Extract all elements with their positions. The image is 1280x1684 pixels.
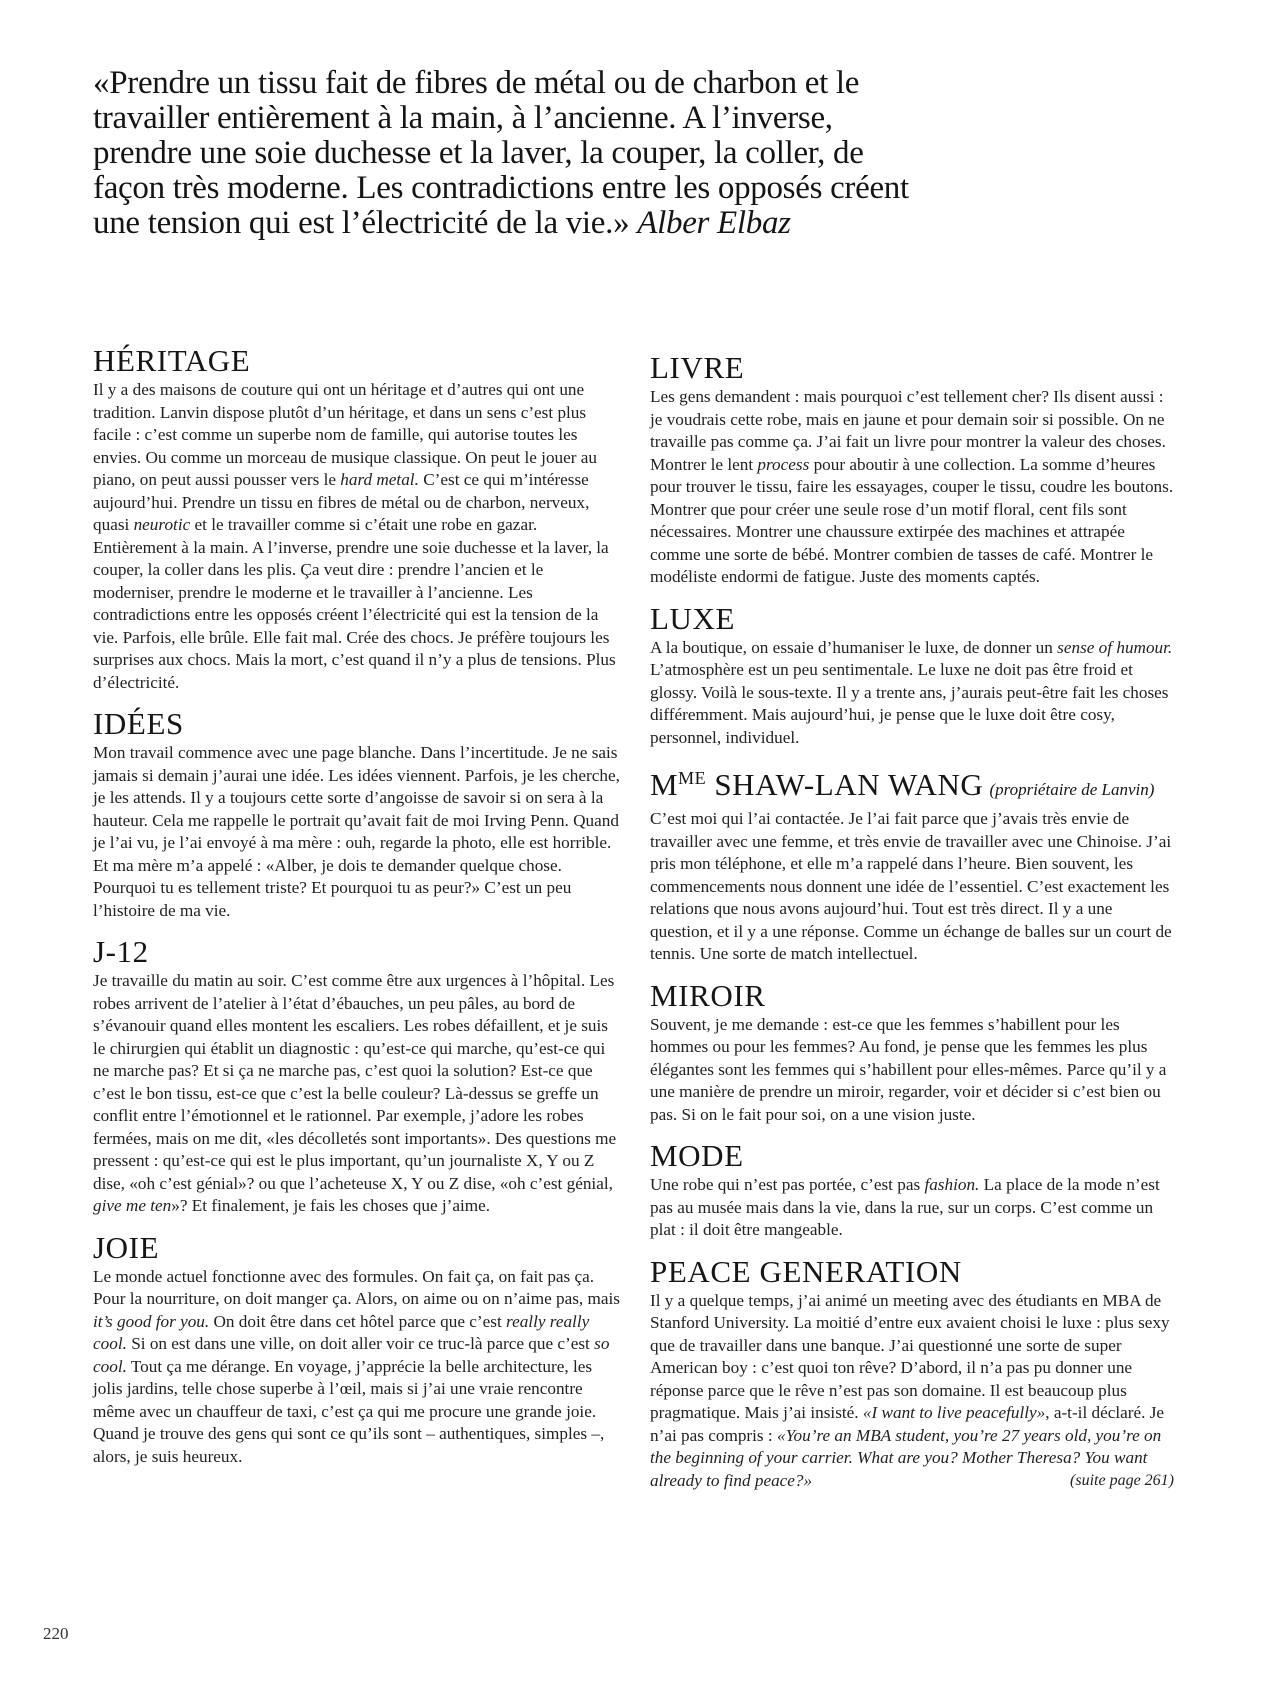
section-heading: PEACE GENERATION [650, 1253, 962, 1289]
body-text: Je travaille du matin au soir. C’est comme être aux urgences à l’hôpital. Les robes arrivent de l’atelier à l’état d’ébauches, un peu pâles, au bord de s’évanouir quand elles montent les escaliers. Les robes défaillent, et je suis le chirurgien qui établit un diagnostic : qu’est-ce qui marche, qu’est-ce qui ne marche pas? Et si ça ne marche pas, c’est quoi la solution? Est-ce que c’est le bon tissu, est-ce que c’est la belle couleur? Là-dessus se greffe un conflit entre l’émotionnel et le rationnel. Par exemple, j’adore les robes fermées, mais on me dit, «les décolletés sont importants». Des questions me pressent : qu’est-ce qui est le plus important, qu’un journaliste X, Y ou Z dise, «oh c’est génial»? ou que l’acheteuse X, Y ou Z dise, «oh c’est génial, [93, 971, 617, 1193]
section-mode [650, 1140, 1178, 1242]
body-text-italic: neurotic [133, 515, 191, 534]
section-luxe [650, 600, 1178, 750]
body-text-italic: sense of humour. [1057, 637, 1173, 657]
body-text: Le monde actuel fonctionne avec des formules. On fait ça, on fait pas ça. Pour la nourriture, on doit manger ça. Alors, on aime ou on n’aime pas, mais [93, 1266, 620, 1308]
left-column [93, 345, 623, 1468]
body-text-italic: «I want to live peacefully» [862, 1403, 1046, 1422]
section-heading: MIROIR [650, 977, 766, 1013]
body-text-italic: fashion. [924, 1175, 980, 1194]
body-text: L’atmosphère est un peu sentimentale. Le luxe ne doit pas être froid et glossy. Voilà le sous-texte. Il y a trente ans, j’aurais peut-être fait les choses différemment. Mais aujourd’hui, je pense que le luxe doit être cosy, personnel, individuel. [650, 660, 1169, 747]
pull-quote [93, 66, 923, 241]
body-text-italic: «You’re an MBA student, you’re 27 years old, you’re on the beginning of your carrier. What are you? Mother Theresa? You want already to find peace?» [650, 1425, 1162, 1490]
section-heading: JOIE [93, 1229, 160, 1265]
body-text-italic: really really cool. [93, 1311, 590, 1353]
section-heading: IDÉES [93, 706, 184, 741]
body-text-italic: so cool. [93, 1334, 610, 1376]
section-j12 [93, 936, 623, 1218]
page-number: 220 [43, 1624, 69, 1643]
section-body: Mon travail commence avec une page blanche. Dans l’incertitude. Je ne sais jamais si demain j’aurai une idée. Les idées viennent. Parfois, je les cherche, je les attends. Il y a toujours cette sorte d’angoisse de savoir si on sera à la hauteur. Cela me rappelle le portrait qu’avait fait de moi Irving Penn. Quand je l’ai vu, je l’ai envoyé à ma mère : ouh, regarde la photo, elle est horrible. Et ma mère m’a appelé : «Alber, je dois te demander quelque chose. Pourquoi tu es tellement triste? Et pourquoi tu as peur?» C’est un peu l’histoire de ma vie. [93, 743, 620, 920]
body-text: Une robe qui n’est pas portée, c’est pas [650, 1175, 925, 1194]
section-joie [93, 1229, 623, 1469]
section-heading: MODE [650, 1138, 744, 1173]
section-heading: HÉRITAGE [93, 343, 251, 378]
right-column [650, 352, 1178, 1492]
section-body [650, 386, 1178, 589]
section-body [93, 379, 623, 694]
body-text: Les gens demandent : mais pourquoi c’est tellement cher? Ils disent aussi : je voudrais cette robe, mais en jaune et pour demain soir si possible. On ne travaille pas comme ça. J’ai fait un livre pour montrer la valeur des choses. Montrer le lent [650, 387, 1166, 474]
section-body: C’est moi qui l’ai contactée. Je l’ai fait parce que j’avais très envie de travailler avec une femme, et très envie de travailler avec une Chinoise. J’ai pris mon téléphone, et elle m’a rappelé dans l’heure. Bien souvent, les commencements nous donnent une idée de l’essentiel. C’est exactement les relations que nous avons aujourd’hui. Tout est très direct. Il y a une question, et il y a une réponse. Comme un échange de balles sur un court de tennis. Une sorte de match intellectuel. [650, 809, 1172, 963]
body-text: , a-t-il déclaré. Je n’ai pas compris : [650, 1403, 1165, 1445]
section-idees [93, 708, 623, 922]
heading-superscript: ME [678, 768, 706, 788]
body-text: Il y a des maisons de couture qui ont un héritage et d’autres qui ont une tradition. Lanvin dispose plutôt d’un héritage, et dans un sens c’est plus facile : c’est comme un superbe nom de famille, qui autorise toutes les envies. Ou comme un morceau de musique classique. On peut le jouer au piano, on peut aussi pousser vers le [93, 380, 598, 489]
body-text-italic: give me ten [93, 1196, 172, 1215]
body-text: Si on est dans une ville, on doit aller voir ce truc-là parce que c’est [126, 1334, 595, 1353]
body-text: »? Et finalement, je fais les choses que j’aime. [171, 1196, 491, 1215]
section-heritage [93, 345, 623, 694]
section-peace-generation [650, 1253, 1178, 1493]
section-heading: LIVRE [650, 350, 745, 385]
body-text-italic: process [757, 454, 810, 474]
section-mme-wang [650, 763, 1178, 966]
continued-reference: (suite page 261) [1070, 1471, 1174, 1489]
pull-quote-text: «Prendre un tissu fait de fibres de métal ou de charbon et le travailler entièrement à la main, à l’ancienne. A l’inverse, prendre une soie duchesse et la laver, la couper, la coller, de façon très moderne. Les contradictions entre les opposés créent une tension qui est l’électricité de la vie.» [93, 65, 909, 241]
body-text: La place de la mode n’est pas au musée mais dans la vie, dans la rue, sur un corps. C’est comme un plat : il doit être mangeable. [650, 1175, 1160, 1239]
body-text: On doit être dans cet hôtel parce que c’est [209, 1311, 507, 1331]
section-heading: J-12 [93, 934, 149, 969]
body-text-italic: it’s good for you. [93, 1311, 210, 1331]
body-text-italic: hard metal. [340, 470, 419, 489]
section-body [93, 1266, 623, 1469]
body-text: pour aboutir à une collection. La somme d’heures pour trouver le tissu, faire les essayages, couper le tissu, coudre les boutons. Montrer que pour créer une seule rose d’un motif floral, cent fils sont nécessaires. Montrer une chaussure extirpée des machines et attrapée comme une sorte de bébé. Montrer combien de tasses de café. Montrer le modéliste endormi de fatigue. Juste des moments captés. [650, 454, 1174, 586]
section-heading: LUXE [650, 600, 736, 636]
section-heading [650, 763, 1178, 805]
section-body [650, 637, 1178, 750]
section-body [650, 1290, 1178, 1493]
section-miroir [650, 977, 1178, 1127]
section-body [650, 1174, 1178, 1242]
body-text: et le travailler comme si c’était une robe en gazar. Entièrement à la main. A l’inverse, prendre une soie duchesse et la laver, la couper, la coller dans les plis. Ça veut dire : prendre l’ancien et le moderniser, prendre le moderne et le travailler à l’ancienne. Les contradictions entre les opposés créent l’électricité qui est la tension de la vie. Parfois, elle brûle. Elle fait mal. Crée des chocs. Je préfère toujours les surprises aux chocs. Mais la mort, c’est quand il n’y a plus de tensions. Plus d’électricité. [93, 515, 616, 692]
body-text: Il y a quelque temps, j’ai animé un meeting avec des étudiants en MBA de Stanford University. La moitié d’entre eux avaient choisi le luxe : plus sexy que de travailler dans une banque. J’ai questionné une sorte de super American boy : c’est quoi ton rêve? D’abord, il n’a pas pu donner une réponse parce que le rêve n’est pas son domaine. Il est beaucoup plus pragmatique. Mais j’ai insisté. [650, 1290, 1170, 1422]
pull-quote-author: Alber Elbaz [637, 205, 791, 241]
section-body [93, 970, 623, 1218]
body-text: C’est ce qui m’intéresse aujourd’hui. Prendre un tissu en fibres de métal ou de charbon, nerveux, quasi [93, 470, 590, 534]
section-livre [650, 352, 1178, 589]
body-text: A la boutique, on essaie d’humaniser le luxe, de donner un [650, 637, 1058, 657]
section-body: Souvent, je me demande : est-ce que les femmes s’habillent pour les hommes ou pour les femmes? Au fond, je pense que les femmes les plus élégantes sont les femmes qui s’habillent pour elles-mêmes. Parce qu’il y a une manière de prendre un miroir, regarder, voir et décider si c’est bien ou pas. Si on le fait pour soi, on a une vision juste. [650, 1014, 1167, 1124]
body-text: Tout ça me dérange. En voyage, j’apprécie la belle architecture, les jolis jardins, telle chose superbe à l’œil, mais si j’ai une vraie rencontre même avec un chauffeur de taxi, c’est ça qui me procure une grande joie. Quand je trouve des gens qui sont ce qu’ils sont – authentiques, simples –, alors, je suis heureux. [93, 1356, 605, 1466]
heading-main: SHAW-LAN WANG [705, 767, 984, 802]
heading-subtitle: (propriétaire de Lanvin) [989, 780, 1155, 799]
heading-prefix: M [650, 767, 679, 802]
